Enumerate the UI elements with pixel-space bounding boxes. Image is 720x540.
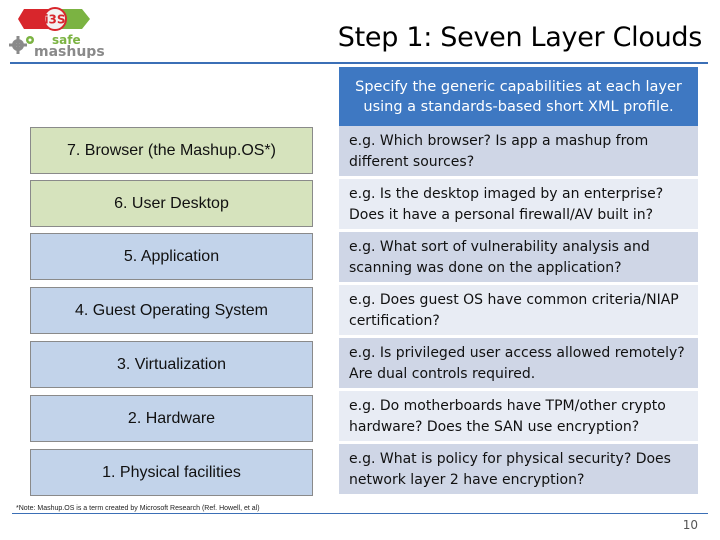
layer-7-browser: 7. Browser (the Mashup.OS*) [30,127,313,174]
safe-mashups-wordmark [8,32,128,58]
layer-4-guest-os: 4. Guest Operating System [30,287,313,334]
layer-3-virtualization: 3. Virtualization [30,341,313,388]
layer-6-user-desktop: 6. User Desktop [30,180,313,227]
layer-1-physical-facilities: 1. Physical facilities [30,449,313,496]
gear-icon [9,36,34,54]
i3s-badge-logo [18,6,92,32]
footer-divider [12,513,708,514]
logo-word-top: safe [52,33,81,47]
slide-title: Step 1: Seven Layer Clouds [337,22,702,53]
title-divider [10,62,708,64]
layer-3-description: e.g. Is privileged user access allowed remotely? Are dual controls required. [339,338,698,388]
layer-2-hardware: 2. Hardware [30,395,313,442]
layer-1-description: e.g. What is policy for physical security? Does network layer 2 have encryption? [339,444,698,494]
logo-word-bottom: mashups [34,44,105,58]
layer-5-description: e.g. What sort of vulnerability analysis and scanning was done on the application? [339,232,698,282]
layer-7-description: e.g. Which browser? Is app a mashup from different sources? [339,126,698,176]
capabilities-header: Specify the generic capabilities at each layer using a standards-based short XML profile. [339,67,698,126]
layer-6-description: e.g. Is the desktop imaged by an enterprise? Does it have a personal firewall/AV built in? [339,179,698,229]
safe-mashups-logo [8,2,128,60]
logo-badge-text: i3S [44,12,66,27]
footnote: *Note: Mashup.OS is a term created by Microsoft Research (Ref. Howell, et al) [16,505,260,512]
layer-4-description: e.g. Does guest OS have common criteria/NIAP certification? [339,285,698,335]
layer-5-application: 5. Application [30,233,313,280]
page-number: 10 [682,518,698,532]
layer-2-description: e.g. Do motherboards have TPM/other crypto hardware? Does the SAN use encryption? [339,391,698,441]
